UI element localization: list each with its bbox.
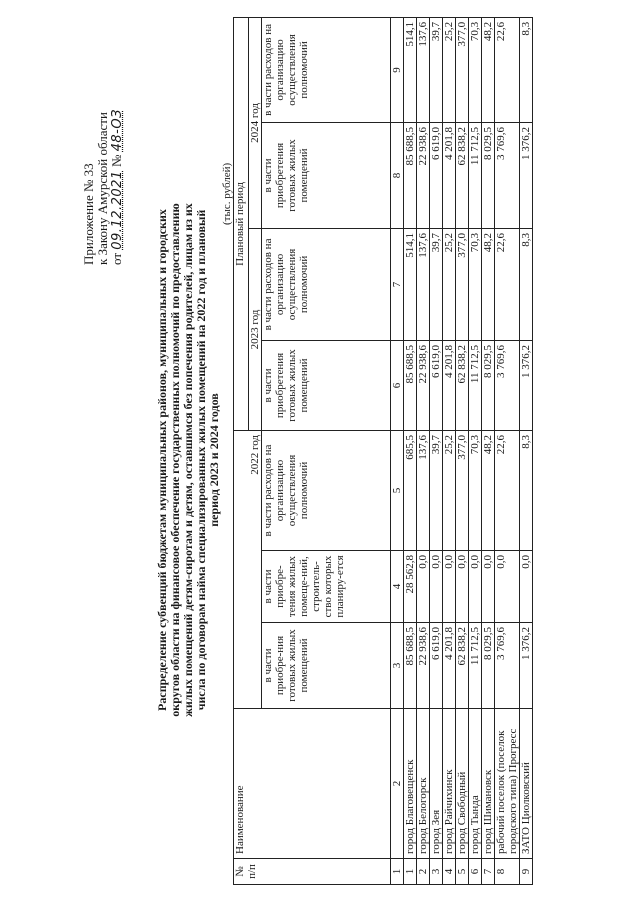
row-value: 11 712,5 <box>469 623 482 709</box>
table-row <box>417 17 430 884</box>
row-value: 22,6 <box>495 17 520 122</box>
row-value: 85 688,5 <box>404 122 417 228</box>
row-value: 85 688,5 <box>404 623 417 709</box>
table-row <box>520 17 533 884</box>
row-value: 39,7 <box>430 228 443 340</box>
row-value: 62 838,2 <box>456 122 469 228</box>
row-value: 1 376,2 <box>520 122 533 228</box>
row-value: 8 029,5 <box>482 122 495 228</box>
table-row <box>495 17 520 884</box>
row-value: 22,6 <box>495 228 520 340</box>
col-2022-ready-housing: в части приобре-ния готовых жилых помещений <box>262 623 391 709</box>
col-header-2024: 2024 год <box>249 17 262 228</box>
appendix-date-line <box>110 25 125 265</box>
col-number: 8 <box>391 122 404 228</box>
row-value: 137,6 <box>417 228 430 340</box>
header-row-1 <box>234 17 249 884</box>
row-value: 25,2 <box>443 430 456 550</box>
row-value: 70,3 <box>469 17 482 122</box>
col-number: 9 <box>391 17 404 122</box>
col-number: 7 <box>391 228 404 340</box>
col-2022-construction: в части приобре-тения жилых помеще-ний, строитель-ство которых планиру-ется <box>262 551 391 623</box>
row-value: 70,3 <box>469 430 482 550</box>
row-value: 4 201,8 <box>443 340 456 430</box>
row-value: 6 619,0 <box>430 623 443 709</box>
appendix-number: Приложение № 33 <box>81 163 96 265</box>
row-name: рабочий поселок (поселок городского типа) Прогресс <box>495 709 520 859</box>
row-value: 8 029,5 <box>482 340 495 430</box>
appendix-law-number: 48-ОЗ <box>110 109 125 152</box>
row-number: 4 <box>443 859 456 885</box>
row-value: 39,7 <box>430 17 443 122</box>
row-value: 0,0 <box>520 551 533 623</box>
row-value: 62 838,2 <box>456 340 469 430</box>
row-value: 4 201,8 <box>443 122 456 228</box>
row-value: 8,3 <box>520 17 533 122</box>
table-row <box>443 17 456 884</box>
row-number: 8 <box>495 859 520 885</box>
col-header-2023: 2023 год <box>249 228 262 430</box>
row-value: 1 376,2 <box>520 623 533 709</box>
row-number: 6 <box>469 859 482 885</box>
header-numbers-row <box>391 17 404 884</box>
col-2024-ready-housing: в части приобретения готовых жилых помещений <box>262 122 391 228</box>
row-value: 0,0 <box>456 551 469 623</box>
col-number: 5 <box>391 430 404 550</box>
row-value: 0,0 <box>430 551 443 623</box>
row-value: 3 769,6 <box>495 340 520 430</box>
row-value: 48,2 <box>482 228 495 340</box>
col-header-2022: 2022 год <box>234 430 262 708</box>
row-value: 0,0 <box>417 551 430 623</box>
row-number: 7 <box>482 859 495 885</box>
row-value: 22 938,6 <box>417 122 430 228</box>
col-number: 1 <box>391 859 404 885</box>
row-value: 3 769,6 <box>495 623 520 709</box>
row-value: 514,1 <box>404 17 417 122</box>
row-name: город Свободный <box>456 709 469 859</box>
table-row <box>456 17 469 884</box>
row-name: город Зея <box>430 709 443 859</box>
row-value: 377,0 <box>456 17 469 122</box>
row-value: 1 376,2 <box>520 340 533 430</box>
table-row <box>482 17 495 884</box>
col-2024-administration: в части расходов на организацию осуществления полномочий <box>262 17 391 122</box>
row-name: ЗАТО Циолковский <box>520 709 533 859</box>
row-value: 11 712,5 <box>469 122 482 228</box>
units-note: (тыс. рублей) <box>221 162 233 225</box>
row-value: 514,1 <box>404 228 417 340</box>
row-number: 2 <box>417 859 430 885</box>
appendix-from: от <box>109 252 124 265</box>
row-value: 48,2 <box>482 430 495 550</box>
row-value: 48,2 <box>482 17 495 122</box>
document-title: Распределение субвенций бюджетам муниципальных районов, муниципальных и городских округов области на финансовое обеспечение государственных полномочий по предоставлению жилых помещений детям-сиротам и детям, оставшимся без попечения родителей, лицам из их числа по договорам найма специализированных жилых помещений на 2022 год и плановый период 2023 и 2024 годов <box>155 203 221 717</box>
row-value: 70,3 <box>469 228 482 340</box>
row-value: 0,0 <box>495 551 520 623</box>
col-number: 3 <box>391 623 404 709</box>
row-value: 4 201,8 <box>443 623 456 709</box>
row-value: 25,2 <box>443 228 456 340</box>
appendix-header <box>82 25 125 265</box>
col-2023-ready-housing: в части приобретения готовых жилых помещений <box>262 340 391 430</box>
row-value: 137,6 <box>417 17 430 122</box>
row-value: 22 938,6 <box>417 340 430 430</box>
row-number: 1 <box>404 859 417 885</box>
table-row <box>430 17 443 884</box>
row-value: 0,0 <box>443 551 456 623</box>
appendix-no-sign: № <box>109 154 124 168</box>
appendix-law: к Закону Амурской области <box>95 112 110 265</box>
row-name: город Тында <box>469 709 482 859</box>
row-value: 137,6 <box>417 430 430 550</box>
col-header-no: № п/п <box>234 859 391 885</box>
row-value: 0,0 <box>482 551 495 623</box>
row-name: город Благовещенск <box>404 709 417 859</box>
row-value: 22 938,6 <box>417 623 430 709</box>
row-value: 22,6 <box>495 430 520 550</box>
row-value: 25,2 <box>443 17 456 122</box>
row-value: 8 029,5 <box>482 623 495 709</box>
row-number: 9 <box>520 859 533 885</box>
col-header-plan: Плановый период <box>234 17 249 430</box>
row-value: 8,3 <box>520 430 533 550</box>
row-value: 3 769,6 <box>495 122 520 228</box>
row-value: 8,3 <box>520 228 533 340</box>
table-row <box>469 17 482 884</box>
row-value: 62 838,2 <box>456 623 469 709</box>
row-value: 0,0 <box>469 551 482 623</box>
row-value: 39,7 <box>430 430 443 550</box>
row-value: 377,0 <box>456 228 469 340</box>
col-header-name: Наименование <box>234 709 391 859</box>
row-value: 85 688,5 <box>404 340 417 430</box>
row-value: 685,5 <box>404 430 417 550</box>
appendix-date: 09.12.2021 <box>110 170 125 250</box>
table-row <box>404 17 417 884</box>
row-name: город Шимановск <box>482 709 495 859</box>
row-name: город Райчихинск <box>443 709 456 859</box>
col-number: 6 <box>391 340 404 430</box>
col-number: 2 <box>391 709 404 859</box>
row-value: 6 619,0 <box>430 340 443 430</box>
row-number: 5 <box>456 859 469 885</box>
col-number: 4 <box>391 551 404 623</box>
col-2022-administration: в части расходов на организацию осуществления полномочий <box>262 430 391 550</box>
row-value: 11 712,5 <box>469 340 482 430</box>
row-value: 377,0 <box>456 430 469 550</box>
col-2023-administration: в части расходов на организацию осуществления полномочий <box>262 228 391 340</box>
row-number: 3 <box>430 859 443 885</box>
row-value: 6 619,0 <box>430 122 443 228</box>
row-name: город Белогорск <box>417 709 430 859</box>
subvention-table <box>233 17 533 885</box>
row-value: 28 562,8 <box>404 551 417 623</box>
